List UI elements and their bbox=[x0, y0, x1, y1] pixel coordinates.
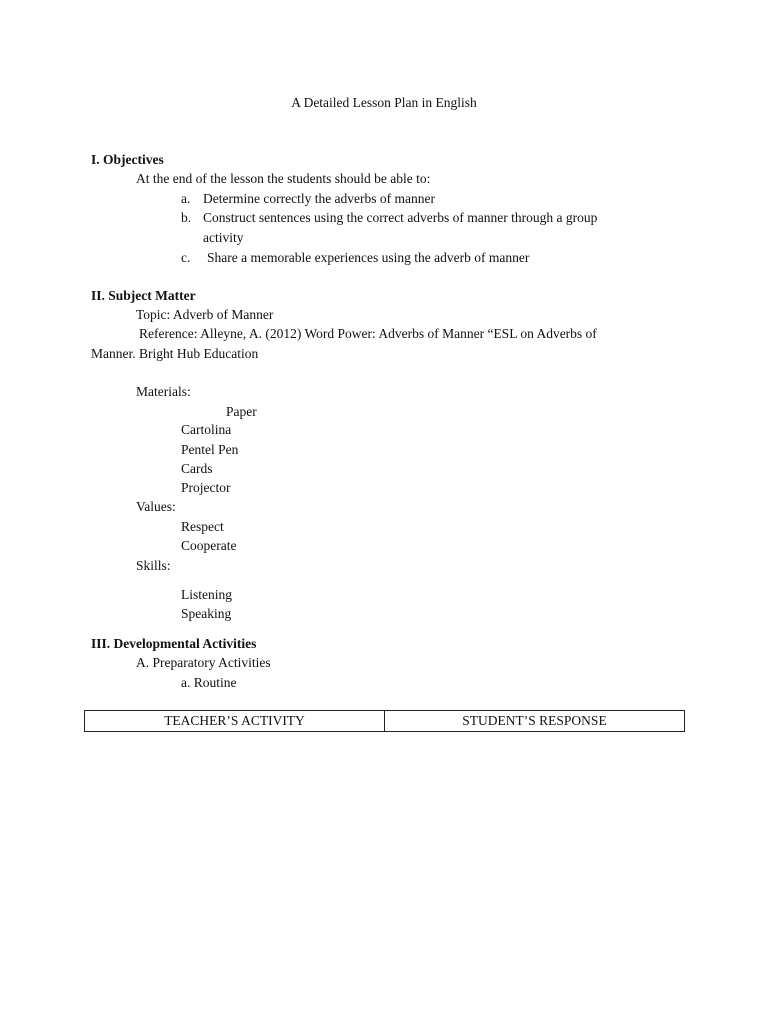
objective-b-text-line2: activity bbox=[203, 230, 244, 245]
objective-a-text: Determine correctly the adverbs of manner bbox=[203, 191, 436, 206]
objective-b-text-line1: Construct sentences using the correct adverbs of manner through a group bbox=[203, 210, 598, 225]
document-title: A Detailed Lesson Plan in English bbox=[291, 95, 477, 110]
skill-item: Speaking bbox=[181, 606, 232, 621]
material-item: Pentel Pen bbox=[181, 442, 239, 457]
student-response-header: STUDENT’S RESPONSE bbox=[385, 711, 685, 732]
objective-a-marker: a. bbox=[181, 191, 191, 206]
value-item: Respect bbox=[181, 519, 224, 534]
teacher-activity-header: TEACHER’S ACTIVITY bbox=[85, 711, 385, 732]
material-item: Cards bbox=[181, 461, 213, 476]
material-item: Paper bbox=[226, 404, 257, 419]
skill-item: Listening bbox=[181, 587, 232, 602]
objective-c-text: Share a memorable experiences using the adverb of manner bbox=[207, 250, 530, 265]
skills-label: Skills: bbox=[136, 558, 171, 573]
value-item: Cooperate bbox=[181, 538, 237, 553]
objectives-intro: At the end of the lesson the students should be able to: bbox=[136, 171, 431, 186]
table-header-row bbox=[85, 711, 685, 732]
reference-line-2: Manner. Bright Hub Education bbox=[91, 346, 259, 361]
topic-line: Topic: Adverb of Manner bbox=[136, 307, 274, 322]
reference-line-1: Reference: Alleyne, A. (2012) Word Power: Adverbs of Manner “ESL on Adverbs of bbox=[139, 326, 597, 341]
subject-matter-heading: II. Subject Matter bbox=[91, 288, 196, 303]
objective-b-marker: b. bbox=[181, 210, 192, 225]
values-label: Values: bbox=[136, 499, 176, 514]
materials-label: Materials: bbox=[136, 384, 191, 399]
material-item: Cartolina bbox=[181, 422, 232, 437]
developmental-activities-heading: III. Developmental Activities bbox=[91, 636, 257, 651]
activity-table bbox=[84, 710, 685, 732]
objective-c-marker: c. bbox=[181, 250, 191, 265]
preparatory-activities: A. Preparatory Activities bbox=[136, 655, 271, 670]
material-item: Projector bbox=[181, 480, 231, 495]
routine-item: a. Routine bbox=[181, 675, 237, 690]
objectives-heading: I. Objectives bbox=[91, 152, 164, 167]
